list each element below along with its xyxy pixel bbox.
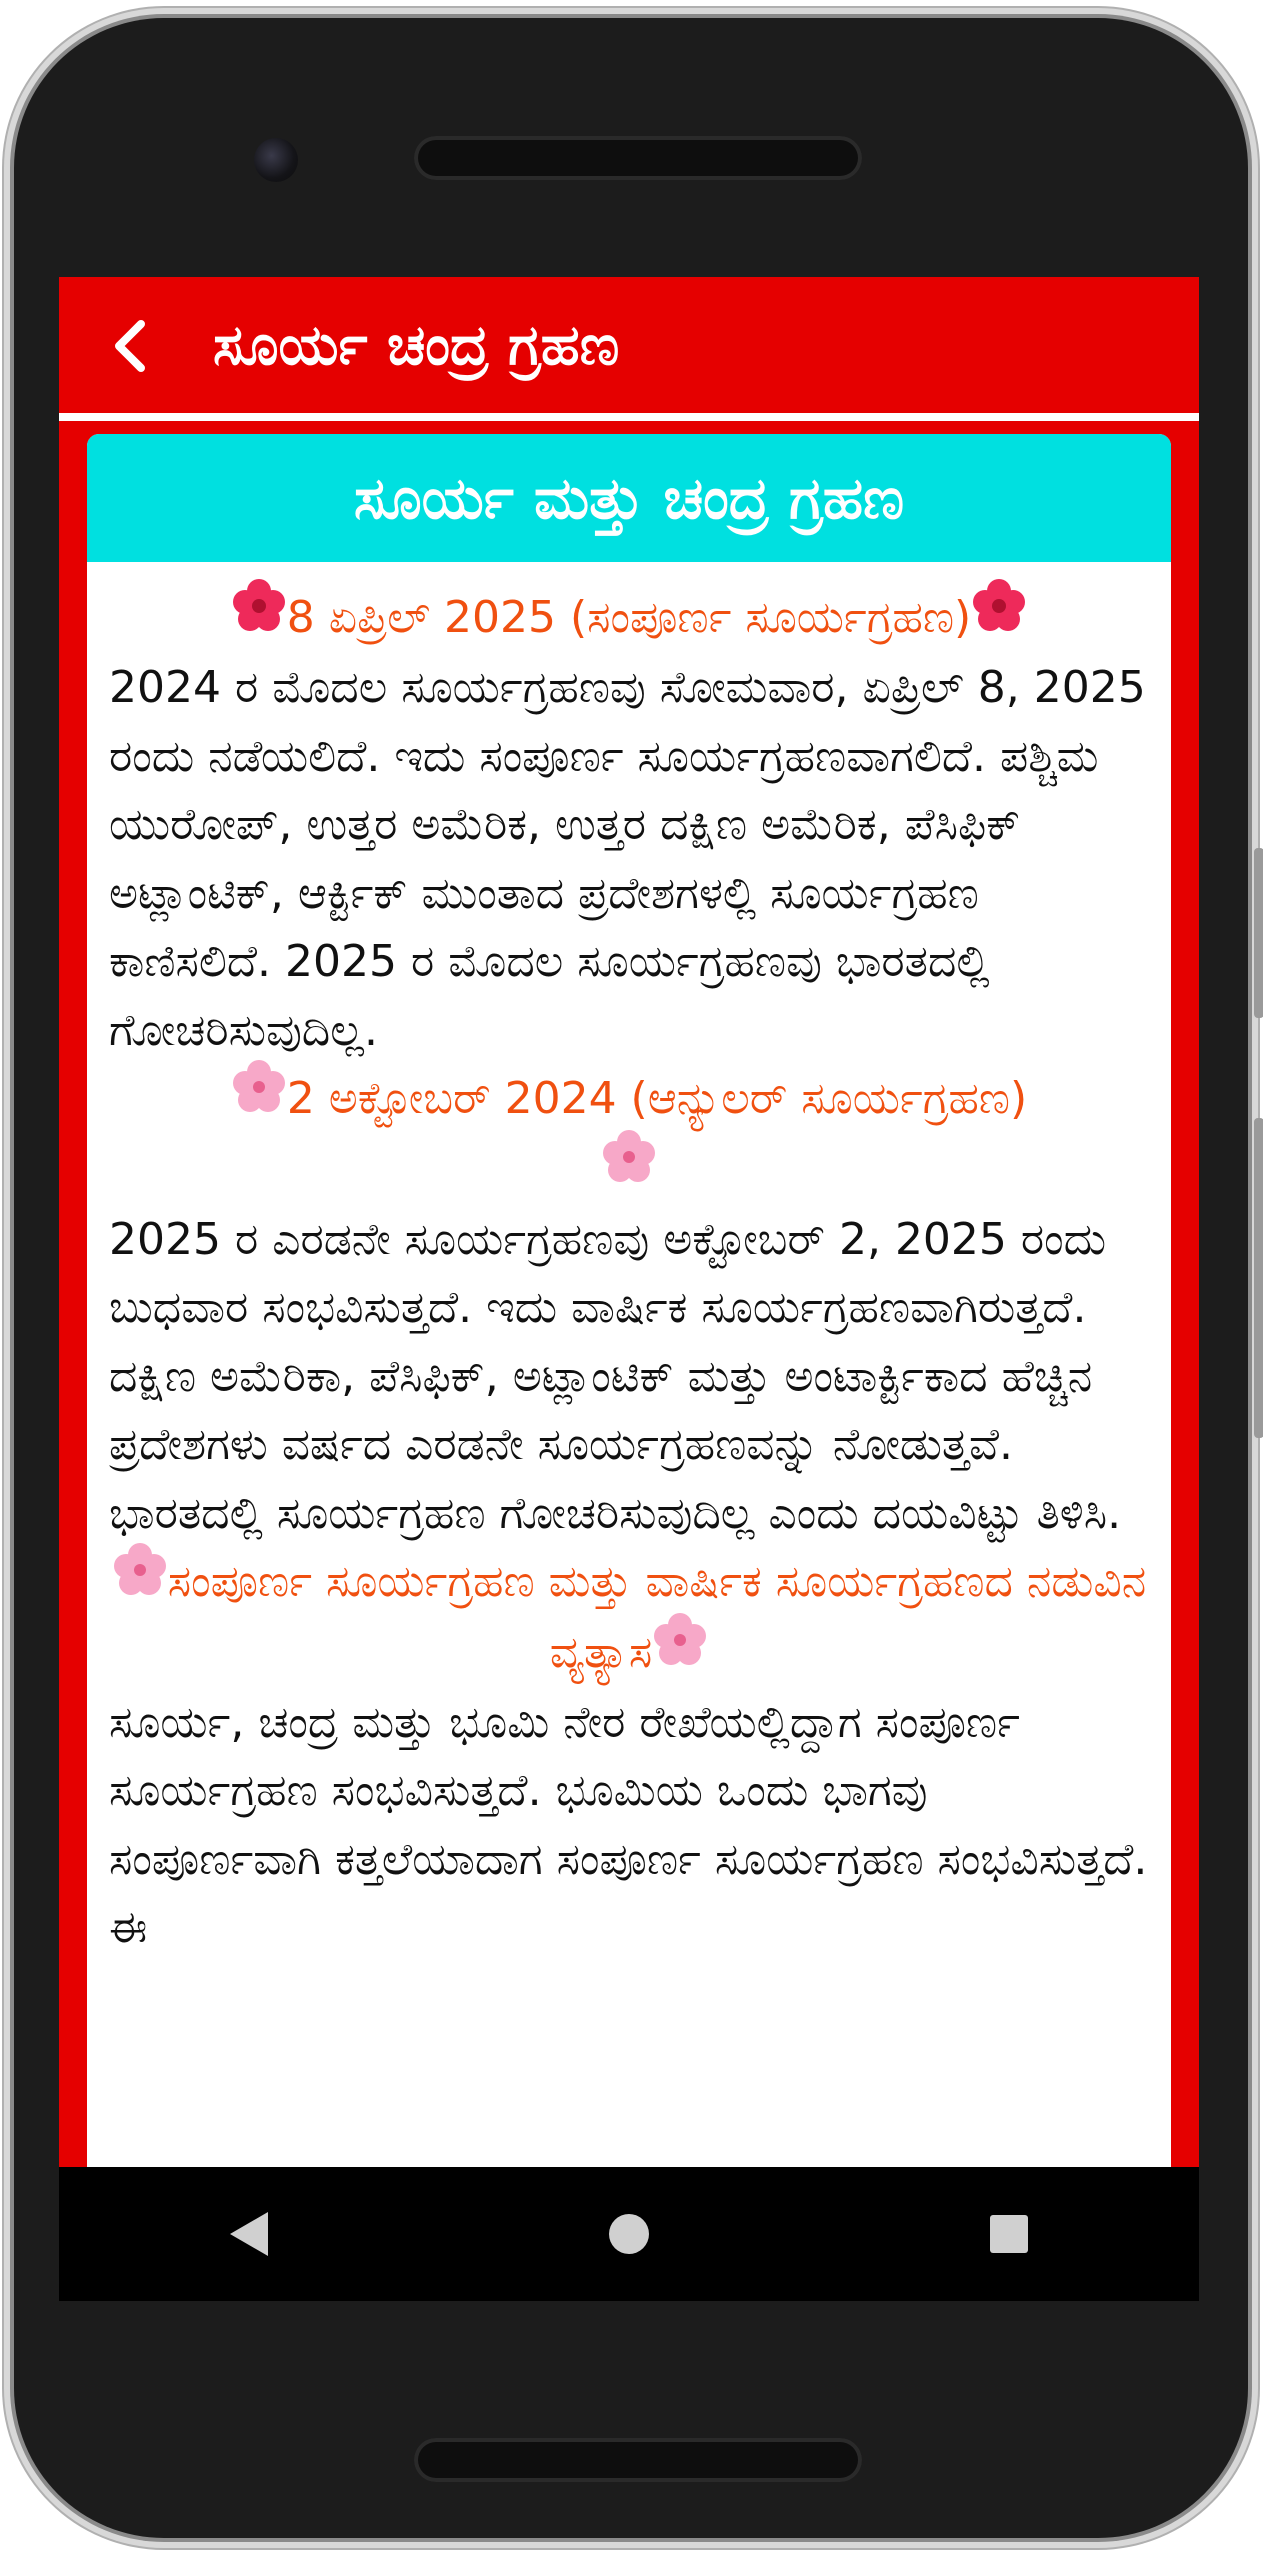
- cherry-blossom-icon: [652, 1612, 708, 1689]
- circle-home-icon[interactable]: [569, 2179, 689, 2289]
- app-screen: [59, 277, 1199, 2301]
- section-heading-text: ಸಂಪೂರ್ಣ ಸೂರ್ಯಗ್ರಹಣ ಮತ್ತು ವಾರ್ಷಿಕ ಸೂರ್ಯಗ್ರಹಣದ ನಡುವಿನ ವ್ಯತ್ಯಾಸ: [167, 1556, 1147, 1678]
- flower-icon: [971, 578, 1027, 655]
- front-camera: [254, 138, 298, 182]
- chevron-left-icon[interactable]: [99, 316, 159, 376]
- section-heading: [109, 1548, 1149, 1689]
- section-heading: [109, 1065, 1149, 1206]
- cherry-blossom-icon: [231, 1059, 287, 1136]
- flower-icon: [231, 578, 287, 655]
- system-nav-bar: [59, 2167, 1199, 2301]
- section-heading: [109, 584, 1149, 654]
- cherry-blossom-icon: [601, 1129, 657, 1206]
- cherry-blossom-icon: [112, 1542, 168, 1619]
- content-card: [87, 434, 1171, 2301]
- volume-button: [1254, 848, 1263, 1018]
- square-recents-icon[interactable]: [949, 2179, 1069, 2289]
- article-content[interactable]: [87, 562, 1171, 1963]
- app-bar: [59, 277, 1199, 415]
- section-body: ಸೂರ್ಯ, ಚಂದ್ರ ಮತ್ತು ಭೂಮಿ ನೇರ ರೇಖೆಯಲ್ಲಿದ್ದಾಗ ಸಂಪೂರ್ಣ ಸೂರ್ಯಗ್ರಹಣ ಸಂಭವಿಸುತ್ತದೆ. ಭೂಮಿಯ ಒಂದು ಭಾಗವು ಸಂಪೂರ್ಣವಾಗಿ ಕತ್ತಲೆಯಾದಾಗ ಸಂಪೂರ್ಣ ಸೂರ್ಯಗ್ರಹಣ ಸಂಭವಿಸುತ್ತದೆ. ಈ: [109, 1696, 1148, 1954]
- appbar-divider: [59, 413, 1199, 421]
- card-header: ಸೂರ್ಯ ಮತ್ತು ಚಂದ್ರ ಗ್ರಹಣ: [87, 434, 1171, 562]
- section-body: 2025 ರ ಎರಡನೇ ಸೂರ್ಯಗ್ರಹಣವು ಅಕ್ಟೋಬರ್ 2, 2025 ರಂದು ಬುಧವಾರ ಸಂಭವಿಸುತ್ತದೆ. ಇದು ವಾರ್ಷಿಕ ಸೂರ್ಯಗ್ರಹಣವಾಗಿರುತ್ತದೆ. ದಕ್ಷಿಣ ಅಮೆರಿಕಾ, ಪೆಸಿಫಿಕ್, ಅಟ್ಲಾಂಟಿಕ್ ಮತ್ತು ಅಂಟಾರ್ಕ್ಟಿಕಾದ ಹೆಚ್ಚಿನ ಪ್ರದೇಶಗಳು ವರ್ಷದ ಎರಡನೇ ಸೂರ್ಯಗ್ರಹಣವನ್ನು ನೋಡುತ್ತವೆ. ಭಾರತದಲ್ಲಿ ಸೂರ್ಯಗ್ರಹಣ ಗೋಚರಿಸುವುದಿಲ್ಲ ಎಂದು ದಯವಿಟ್ಟು ತಿಳಿಸಿ.: [109, 1213, 1122, 1539]
- earpiece-speaker: [414, 136, 862, 180]
- section-body: 2024 ರ ಮೊದಲ ಸೂರ್ಯಗ್ರಹಣವು ಸೋಮವಾರ, ಏಪ್ರಿಲ್ 8, 2025 ರಂದು ನಡೆಯಲಿದೆ. ಇದು ಸಂಪೂರ್ಣ ಸೂರ್ಯಗ್ರಹಣವಾಗಲಿದೆ. ಪಶ್ಚಿಮ ಯುರೋಪ್, ಉತ್ತರ ಅಮೆರಿಕ, ಉತ್ತರ ದಕ್ಷಿಣ ಅಮೆರಿಕ, ಪೆಸಿಫಿಕ್ ಅಟ್ಲಾಂಟಿಕ್, ಆರ್ಕ್ಟಿಕ್ ಮುಂತಾದ ಪ್ರದೇಶಗಳಲ್ಲಿ ಸೂರ್ಯಗ್ರಹಣ ಕಾಣಿಸಲಿದೆ. 2025 ರ ಮೊದಲ ಸೂರ್ಯಗ್ರಹಣವು ಭಾರತದಲ್ಲಿ ಗೋಚರಿಸುವುದಿಲ್ಲ.: [109, 662, 1146, 1056]
- bottom-speaker: [414, 2438, 862, 2482]
- triangle-back-icon[interactable]: [189, 2179, 309, 2289]
- section-heading-text: 8 ಏಪ್ರಿಲ್ 2025 (ಸಂಪೂರ್ಣ ಸೂರ್ಯಗ್ರಹಣ): [286, 592, 972, 643]
- power-button: [1254, 1118, 1263, 1438]
- section-heading-text: 2 ಅಕ್ಟೋಬರ್ 2024 (ಆನ್ಯುಲರ್ ಸೂರ್ಯಗ್ರಹಣ): [286, 1073, 1028, 1125]
- app-title: ಸೂರ್ಯ ಚಂದ್ರ ಗ್ರಹಣ: [213, 313, 620, 378]
